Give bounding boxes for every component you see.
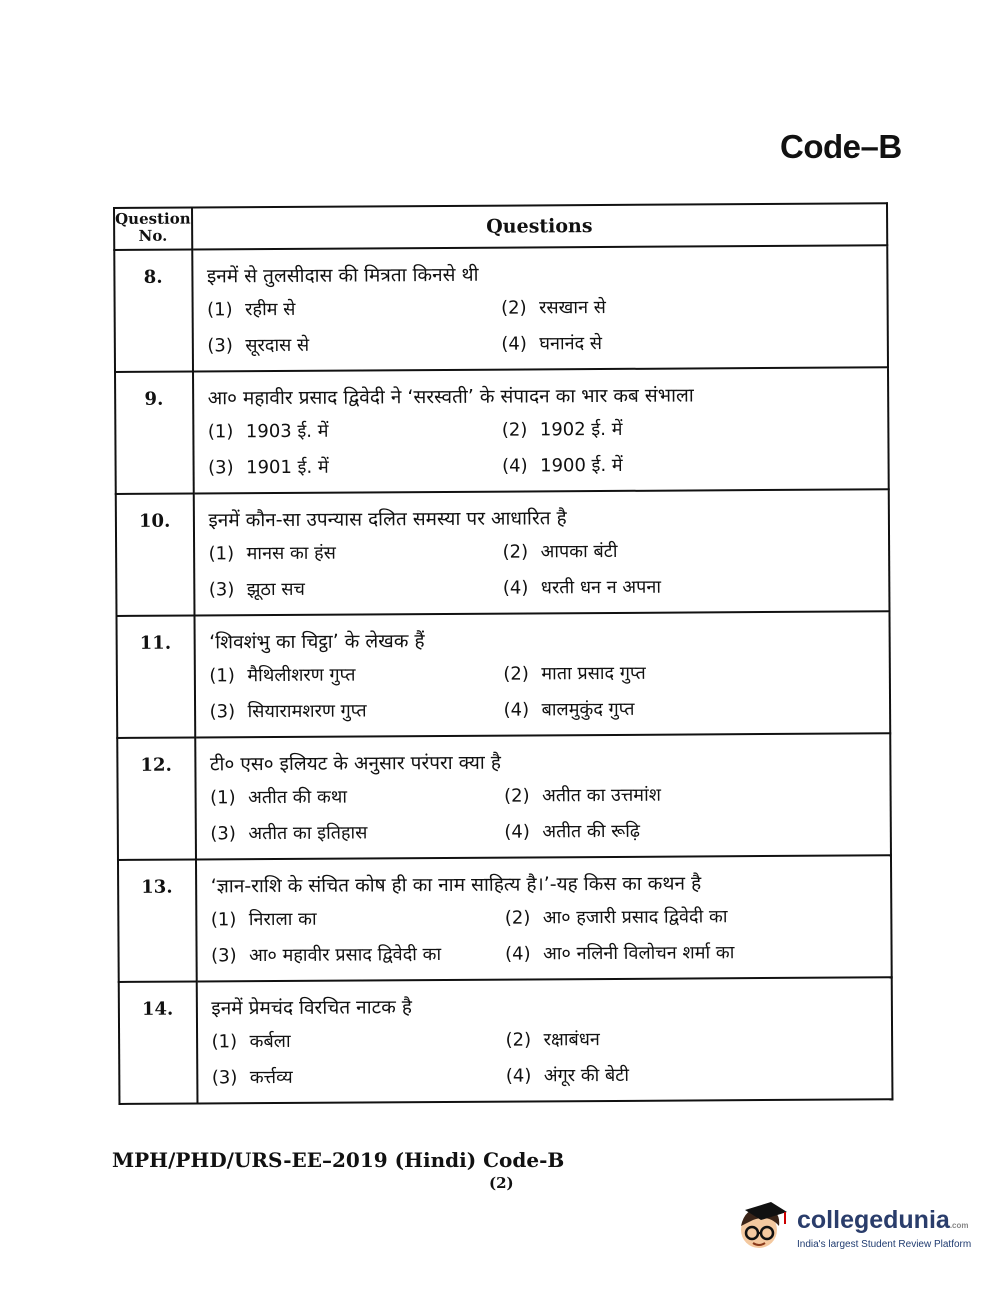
option-text: आ० महावीर प्रसाद द्विवेदी का	[249, 944, 442, 967]
option-4	[501, 328, 877, 358]
question-cell	[193, 489, 889, 615]
option-number: (1)	[207, 299, 233, 321]
question-number: 12.	[117, 738, 195, 860]
question-row	[116, 489, 890, 616]
option-number: (4)	[504, 821, 530, 843]
option-2	[504, 780, 880, 810]
question-row	[117, 733, 891, 860]
option-text: बालमुकुंद गुप्त	[541, 698, 635, 721]
collegedunia-logo	[735, 1200, 972, 1260]
logo-tagline: India's largest Student Review Platform	[797, 1239, 972, 1250]
option-3	[207, 331, 501, 361]
option-text: रसखान से	[539, 296, 606, 319]
option-2	[502, 414, 878, 444]
option-text: धरती धन न अपना	[540, 576, 662, 599]
option-number: (1)	[210, 787, 236, 809]
question-number: 11.	[116, 616, 194, 738]
option-number: (2)	[501, 297, 527, 319]
col-questions: Questions	[192, 203, 888, 249]
option-2	[503, 536, 879, 566]
option-2	[503, 658, 879, 688]
option-number: (1)	[207, 421, 234, 443]
option-number: (3)	[211, 945, 237, 967]
option-4	[503, 572, 879, 602]
option-text: मानस का हंस	[246, 542, 336, 565]
question-cell	[192, 245, 888, 371]
options	[210, 780, 880, 848]
question-text: ‘ज्ञान-राशि के संचित कोष ही का नाम साहित्य है।’-यह किस का कथन है	[210, 872, 702, 898]
option-number: (3)	[208, 579, 235, 601]
option-text: अतीत की कथा	[248, 786, 348, 809]
option-text: रहीम से	[245, 298, 296, 321]
logo-name: collegedunia.com	[797, 1206, 969, 1234]
option-1	[210, 783, 504, 813]
option-number: (1)	[208, 543, 235, 565]
option-4	[502, 450, 878, 480]
option-4	[505, 938, 881, 968]
option-3	[208, 453, 502, 483]
option-number: (3)	[210, 823, 236, 845]
option-text: 1902 ई. में	[539, 418, 623, 441]
option-number: (2)	[501, 419, 528, 441]
option-4	[503, 694, 879, 724]
option-text: मैथिलीशरण गुप्त	[247, 664, 356, 687]
question-cell	[195, 733, 891, 859]
option-number: (3)	[211, 1067, 238, 1089]
question-cell	[196, 977, 892, 1103]
option-text: 1900 ई. में	[540, 454, 623, 477]
code-label: Code–B	[780, 128, 902, 165]
option-number: (4)	[503, 699, 530, 721]
option-2	[506, 1024, 882, 1054]
col-question-no: Question No.	[114, 208, 192, 250]
question-row	[119, 977, 893, 1104]
option-4	[506, 1060, 882, 1090]
question-cell	[195, 855, 891, 981]
option-text: अतीत का इतिहास	[248, 822, 368, 845]
option-text: आ० हजारी प्रसाद द्विवेदी का	[542, 906, 728, 929]
option-text: 1903 ई. में	[245, 420, 329, 443]
option-number: (2)	[504, 907, 531, 929]
option-3	[211, 941, 505, 971]
option-1	[209, 661, 503, 691]
question-text: इनमें प्रेमचंद विरचित नाटक है	[211, 996, 412, 1020]
options	[207, 292, 877, 360]
option-number: (2)	[504, 785, 530, 807]
questions-table	[113, 202, 893, 1105]
question-number: 9.	[115, 372, 193, 494]
question-number: 8.	[114, 250, 192, 372]
option-4	[504, 816, 880, 846]
option-number: (4)	[502, 455, 528, 477]
option-text: अतीत का उत्तमांश	[542, 784, 662, 807]
option-number: (3)	[208, 457, 234, 479]
option-number: (2)	[505, 1029, 532, 1051]
option-number: (4)	[502, 577, 529, 599]
options	[211, 902, 881, 970]
option-number: (2)	[503, 663, 529, 685]
option-3	[210, 819, 504, 849]
question-cell	[194, 611, 890, 737]
question-number: 14.	[119, 982, 197, 1104]
option-text: झूठा सच	[246, 578, 305, 601]
option-1	[209, 539, 503, 569]
option-text: 1901 ई. में	[246, 456, 329, 479]
option-text: माता प्रसाद गुप्त	[541, 662, 646, 685]
mascot-icon	[735, 1200, 793, 1258]
option-text: सियारामशरण गुप्त	[247, 700, 367, 723]
question-cell	[193, 367, 889, 493]
option-1	[208, 417, 502, 447]
option-text: रक्षाबंधन	[543, 1029, 600, 1051]
question-text: इनमें से तुलसीदास की मित्रता किनसे थी	[206, 263, 479, 288]
question-text: आ० महावीर प्रसाद द्विवेदी ने ‘सरस्वती’ के संपादन का भार कब संभाला	[207, 384, 694, 410]
option-number: (4)	[505, 1065, 532, 1087]
option-text: आपका बंटी	[540, 540, 618, 563]
question-number: 10.	[116, 494, 194, 616]
option-number: (4)	[501, 333, 527, 355]
option-text: कर्त्तव्य	[249, 1066, 293, 1089]
option-number: (1)	[210, 909, 237, 931]
option-text: अंगूर की बेटी	[543, 1064, 630, 1087]
options	[208, 414, 878, 482]
options	[209, 536, 879, 604]
option-text: घनानंद से	[539, 333, 603, 355]
option-number: (3)	[209, 701, 236, 723]
option-2	[505, 902, 881, 932]
option-text: सूरदास से	[245, 334, 310, 357]
question-text: ‘शिवशंभु का चिट्ठा’ के लेखक हैं	[209, 630, 425, 654]
question-number: 13.	[118, 860, 196, 982]
table-header	[114, 203, 887, 250]
options	[212, 1024, 882, 1092]
option-number: (1)	[211, 1031, 238, 1053]
option-3	[212, 1063, 506, 1093]
option-number: (3)	[207, 335, 233, 357]
question-row	[118, 855, 892, 982]
footer-code: MPH/PHD/URS-EE–2019 (Hindi) Code-B	[112, 1148, 565, 1172]
option-1	[211, 905, 505, 935]
page-number: (2)	[489, 1174, 514, 1192]
logo-domain: .com	[949, 1221, 969, 1230]
question-row	[115, 367, 889, 494]
option-text: आ० नलिनी विलोचन शर्मा का	[543, 942, 735, 965]
options	[209, 658, 879, 726]
option-3	[210, 697, 504, 727]
question-row	[116, 611, 890, 738]
option-1	[212, 1027, 506, 1057]
option-2	[501, 292, 877, 322]
option-number: (2)	[502, 541, 529, 563]
option-text: अतीत की रूढ़ि	[542, 820, 641, 843]
question-text: इनमें कौन-सा उपन्यास दलित समस्या पर आधारित है	[208, 507, 567, 532]
option-3	[209, 575, 503, 605]
option-1	[207, 295, 501, 325]
question-text: टी० एस० इलियट के अनुसार परंपरा क्या है	[209, 751, 502, 776]
option-text: कर्बला	[249, 1030, 291, 1053]
option-number: (1)	[209, 665, 235, 687]
question-row	[114, 245, 888, 372]
option-number: (4)	[505, 943, 531, 965]
option-text: निराला का	[248, 908, 317, 931]
